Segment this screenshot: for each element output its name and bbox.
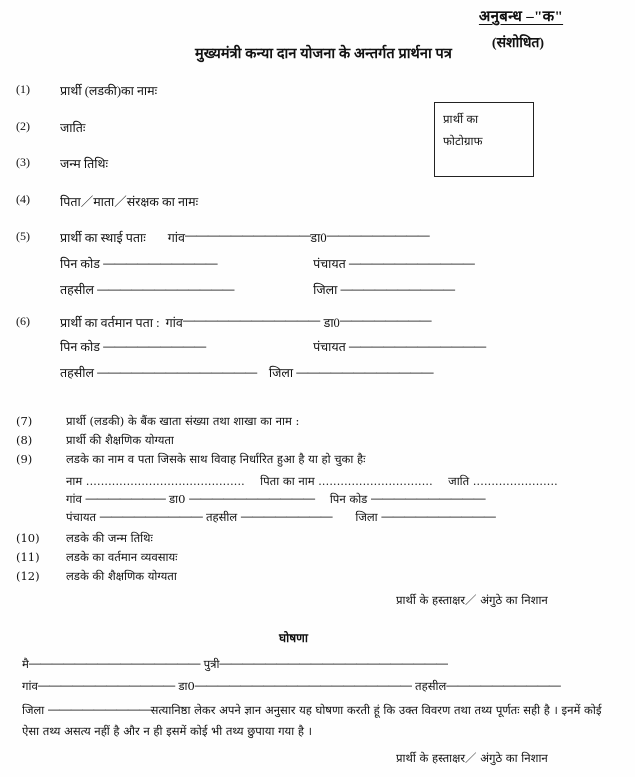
form-row: [16, 229, 616, 246]
tehsil-label: तहसील: [60, 283, 94, 297]
village-label: गांव: [66, 492, 82, 507]
groom-details-block: [16, 414, 626, 588]
father-name-blank-rule[interactable]: ...............................: [318, 474, 433, 488]
pin-code-blank-rule[interactable]: ——————————: [370, 491, 485, 506]
applicant-details-block: [16, 82, 616, 390]
groom-village-line: [66, 490, 626, 508]
annexure-subtitle: (संशोधित): [491, 36, 545, 51]
item-label: प्रार्थी का स्थाई पताः: [60, 231, 146, 245]
tehsil-blank-rule[interactable]: ————————————: [97, 282, 234, 296]
father-name-label: पिता का नाम: [260, 473, 315, 488]
district-blank-rule[interactable]: ————————————: [296, 365, 434, 379]
village-blank-rule[interactable]: ———————————: [185, 228, 311, 242]
groom-panchayat-line: [66, 508, 626, 526]
post-office-label: डा0: [323, 316, 340, 330]
self-label: मै: [22, 657, 29, 671]
pin-code-label: पिन कोड: [329, 492, 368, 507]
caste-blank-rule[interactable]: .......................: [472, 474, 558, 488]
pin-code-blank-rule[interactable]: ——————————: [103, 256, 218, 270]
item-number: (5): [16, 229, 30, 243]
panchayat-blank-rule[interactable]: —————————: [99, 509, 203, 524]
district-label: जिला: [313, 283, 338, 297]
pin-code-label: पिन कोड: [60, 340, 100, 354]
post-office-blank-rule[interactable]: ———————————: [189, 491, 315, 506]
tehsil-label: तहसील: [205, 510, 238, 525]
item-number: (11): [16, 549, 40, 564]
village-blank-rule[interactable]: ————————————: [182, 313, 320, 327]
photo-box-line-1: प्रार्थी का: [443, 114, 479, 126]
tehsil-blank-rule[interactable]: ————————: [240, 509, 333, 524]
district-label: जिला: [355, 510, 378, 525]
item-label: प्रार्थी (लडकी) के बैंक खाता संख्या तथा शाखा का नाम :: [66, 414, 300, 428]
item-label: जन्म तिथिः: [60, 157, 108, 171]
page-title: मुख्यमंत्री कन्या दान योजना के अन्तर्गत प्रार्थना पत्र: [195, 46, 452, 62]
district-label: जिला: [268, 366, 294, 380]
form-row: [16, 155, 616, 172]
village-blank-rule[interactable]: ———————: [85, 491, 166, 506]
tehsil-label: तहसील: [415, 679, 447, 694]
declaration-line-2: [22, 677, 622, 696]
post-office-blank-rule[interactable]: ————————: [339, 313, 432, 327]
form-row: [16, 414, 626, 430]
post-office-blank-rule[interactable]: ———————————————————: [194, 678, 412, 693]
panchayat-blank-rule[interactable]: ———————————: [348, 256, 475, 270]
item-number: (3): [16, 155, 30, 169]
item-label: पिता／माता／संरक्षक का नामः: [60, 194, 199, 209]
item-number: (8): [16, 433, 33, 448]
village-label: गांव: [22, 679, 38, 694]
item-number: (4): [16, 191, 30, 206]
daughter-of-label: पुत्री: [203, 657, 220, 671]
form-row: [16, 452, 626, 468]
form-row: [16, 569, 626, 585]
panchayat-label: पंचायत: [313, 340, 346, 354]
village-label: गांव: [165, 316, 183, 330]
item-number: (6): [16, 314, 30, 328]
declaration-body: [22, 655, 622, 741]
tehsil-label: तहसील: [60, 366, 94, 380]
item-number: (10): [16, 530, 40, 545]
annexure-title: अनुबन्ध –"क": [478, 9, 564, 25]
name-blank-rule[interactable]: ...........................................: [85, 474, 245, 488]
item-number: (7): [16, 414, 33, 428]
panchayat-label: पंचायत: [66, 510, 97, 525]
item-label: लडके का नाम व पता जिसके साथ विवाह निर्धारित हुआ है या हो चुका हैः: [66, 452, 366, 467]
item-number: (2): [16, 118, 30, 133]
post-office-blank-rule[interactable]: —————————: [326, 228, 430, 242]
form-row: [16, 119, 616, 136]
daughter-of-blank-rule[interactable]: ————————————————————: [219, 656, 448, 670]
district-blank-rule[interactable]: —————————: [47, 701, 151, 716]
item-number: (9): [16, 452, 33, 467]
pin-code-blank-rule[interactable]: —————————: [103, 339, 206, 353]
pin-code-label: पिन कोड: [60, 257, 100, 271]
item-number: (1): [16, 82, 30, 96]
panchayat-label: पंचायत: [313, 257, 346, 271]
district-blank-rule[interactable]: ——————————: [381, 509, 496, 524]
declaration-paragraph: [22, 700, 604, 741]
post-office-label: डा0: [310, 231, 327, 245]
groom-name-line: [66, 473, 626, 491]
self-blank-rule[interactable]: ———————————————: [28, 656, 200, 670]
current-address-line-2: [60, 338, 616, 355]
form-row: [16, 531, 626, 547]
item-number: (12): [16, 568, 40, 583]
form-row: [16, 550, 626, 566]
item-label: लडके की शैक्षणिक योग्यता: [66, 568, 177, 583]
panchayat-blank-rule[interactable]: ————————————: [348, 339, 486, 353]
item-label: लडके का वर्तमान व्यवसायः: [66, 549, 178, 564]
current-address-line-3: [60, 364, 616, 381]
name-label: नाम: [66, 473, 83, 488]
form-row: [16, 314, 616, 331]
applicant-signature-label: प्रार्थी के हस्ताक्षर／ अंगुठे का निशान: [396, 593, 548, 607]
tehsil-blank-rule[interactable]: ——————————————: [97, 365, 257, 379]
district-label: जिला: [22, 702, 45, 717]
photo-box-line-2: फोटोग्राफ: [443, 136, 483, 149]
declaration-text: सत्यानिष्ठा लेकर अपने ज्ञान अनुसार यह घोषणा करती हूं कि उक्त विवरण तथा तथ्य पूर्णतः सही है । इनमें कोई ऐसा तथ्य असत्य नहीं है और न ही इसमें कोई भी तथ्य छुपाया गया है ।: [22, 702, 602, 738]
tehsil-blank-rule[interactable]: ——————————: [446, 678, 561, 693]
caste-label: जाति: [448, 473, 470, 488]
permanent-address-line-2: [60, 255, 616, 272]
village-blank-rule[interactable]: ————————————: [37, 678, 175, 693]
applicant-signature-label-bottom: प्रार्थी के हस्ताक्षर／ अंगुठे का निशान: [396, 751, 548, 765]
declaration-line-1: [22, 655, 622, 674]
village-label: गांव: [167, 231, 185, 245]
district-blank-rule[interactable]: ——————————: [340, 282, 455, 296]
form-row: [16, 82, 616, 99]
form-row: [16, 192, 616, 210]
item-label: जातिः: [60, 120, 86, 135]
item-label: लडके की जन्म तिथिः: [66, 530, 153, 545]
post-office-label: डा0: [168, 492, 186, 507]
declaration-heading: घोषणा: [279, 631, 308, 645]
post-office-label: डा0: [178, 679, 195, 694]
permanent-address-line-3: [60, 281, 616, 298]
item-label: प्रार्थी (लडकी)का नामः: [60, 84, 158, 98]
form-row: [16, 433, 626, 449]
item-label: प्रार्थी का वर्तमान पता :: [60, 316, 160, 330]
item-label: प्रार्थी की शैक्षणिक योग्यता: [66, 433, 174, 448]
